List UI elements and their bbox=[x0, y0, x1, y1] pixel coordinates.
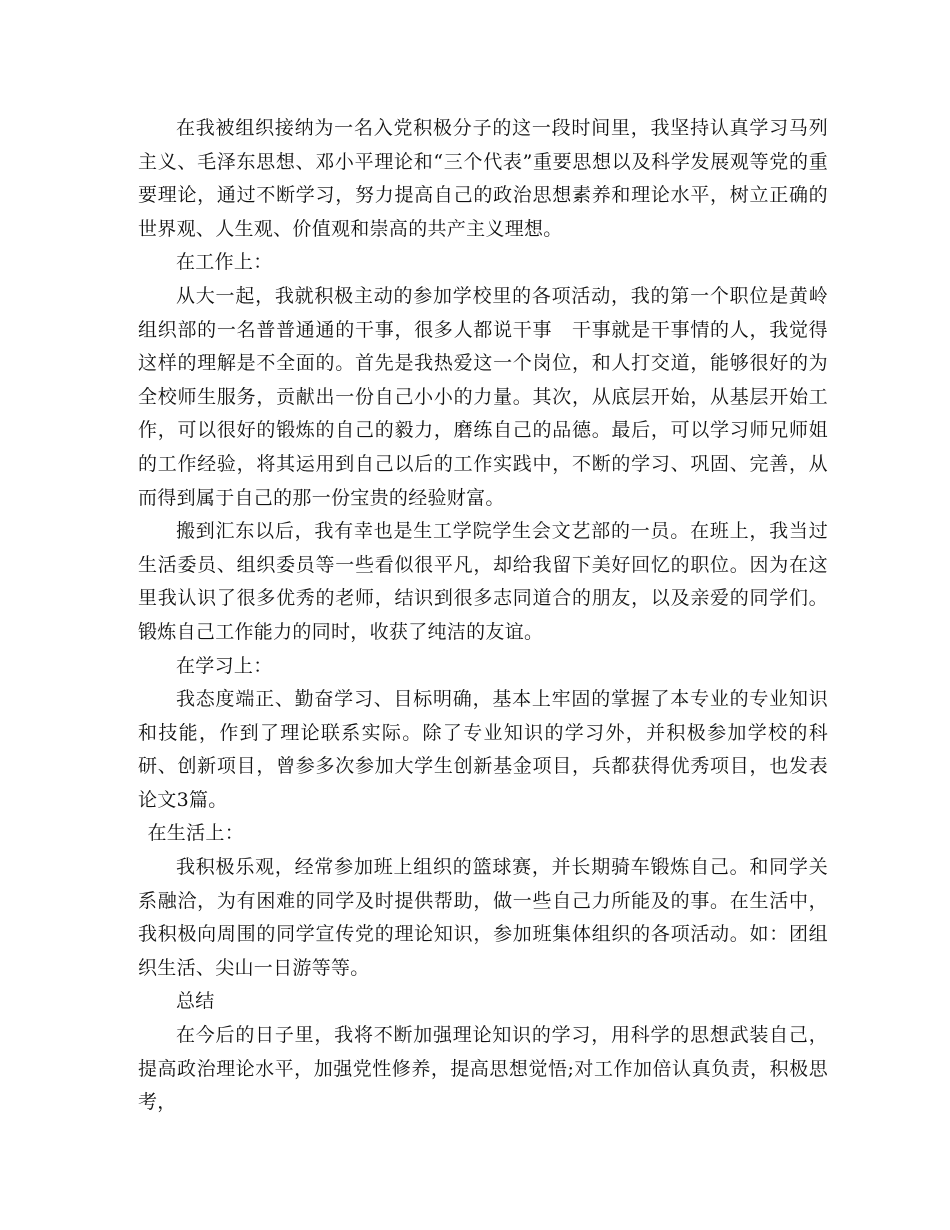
document-body bbox=[138, 112, 828, 1120]
paragraph-summary: 在今后的日子里，我将不断加强理论知识的学习，用科学的思想武装自己，提高政治理论水平，加强党性修养，提高思想觉悟;对工作加倍认真负责，积极思考， bbox=[138, 1024, 828, 1114]
heading-study: 在学习上： bbox=[176, 654, 273, 677]
paragraph-student-union: 搬到汇东以后，我有幸也是生工学院学生会文艺部的一员。在班上，我当过生活委员、组织委员等一些看似很平凡，却给我留下美好回忆的职位。因为在这里我认识了很多优秀的老师，结识到很多志同道合的朋友，以及亲爱的同学们。锻炼自己工作能力的同时，收获了纯洁的友谊。 bbox=[138, 520, 828, 643]
paragraph-life: 我积极乐观，经常参加班上组织的篮球赛，并长期骑车锻炼自己。和同学关系融洽，为有困难的同学及时提供帮助，做一些自己力所能及的事。在生活中，我积极向周围的同学宣传党的理论知识，参加班集体组织的各项活动。如：团组织生活、尖山一日游等等。 bbox=[138, 856, 828, 979]
heading-life: 在生活上： bbox=[147, 822, 245, 845]
heading-work: 在工作上： bbox=[176, 251, 273, 274]
paragraph-study: 我态度端正、勤奋学习、目标明确，基本上牢固的掌握了本专业的专业知识和技能，作到了理论联系实际。除了专业知识的学习外，并积极参加学校的科研、创新项目，曾参多次参加大学生创新基金项目，兵都获得优秀项目，也发表论文3篇。 bbox=[138, 688, 828, 811]
paragraph-political-study: 在我被组织接纳为一名入党积极分子的这一段时间里，我坚持认真学习马列主义、毛泽东思想、邓小平理论和“三个代表”重要思想以及科学发展观等党的重要理论，通过不断学习，努力提高自己的政治思想素养和理论水平，树立正确的世界观、人生观、价值观和崇高的共产主义理想。 bbox=[138, 117, 828, 240]
paragraph-work-experience: 从大一起，我就积极主动的参加学校里的各项活动，我的第一个职位是黄岭组织部的一名普普通通的干事，很多人都说干事 干事就是干事情的人，我觉得这样的理解是不全面的。首先是我热爱这一个岗位，和人打交道，能够很好的为全校师生服务，贡献出一份自己小小的力量。其次，从底层开始，从基层开始工作，可以很好的锻炼的自己的毅力，磨练自己的品德。最后，可以学习师兄师姐的工作经验，将其运用到自己以后的工作实践中，不断的学习、巩固、完善，从而得到属于自己的那一份宝贵的经验财富。 bbox=[138, 284, 828, 509]
heading-summary: 总结 bbox=[176, 990, 215, 1013]
